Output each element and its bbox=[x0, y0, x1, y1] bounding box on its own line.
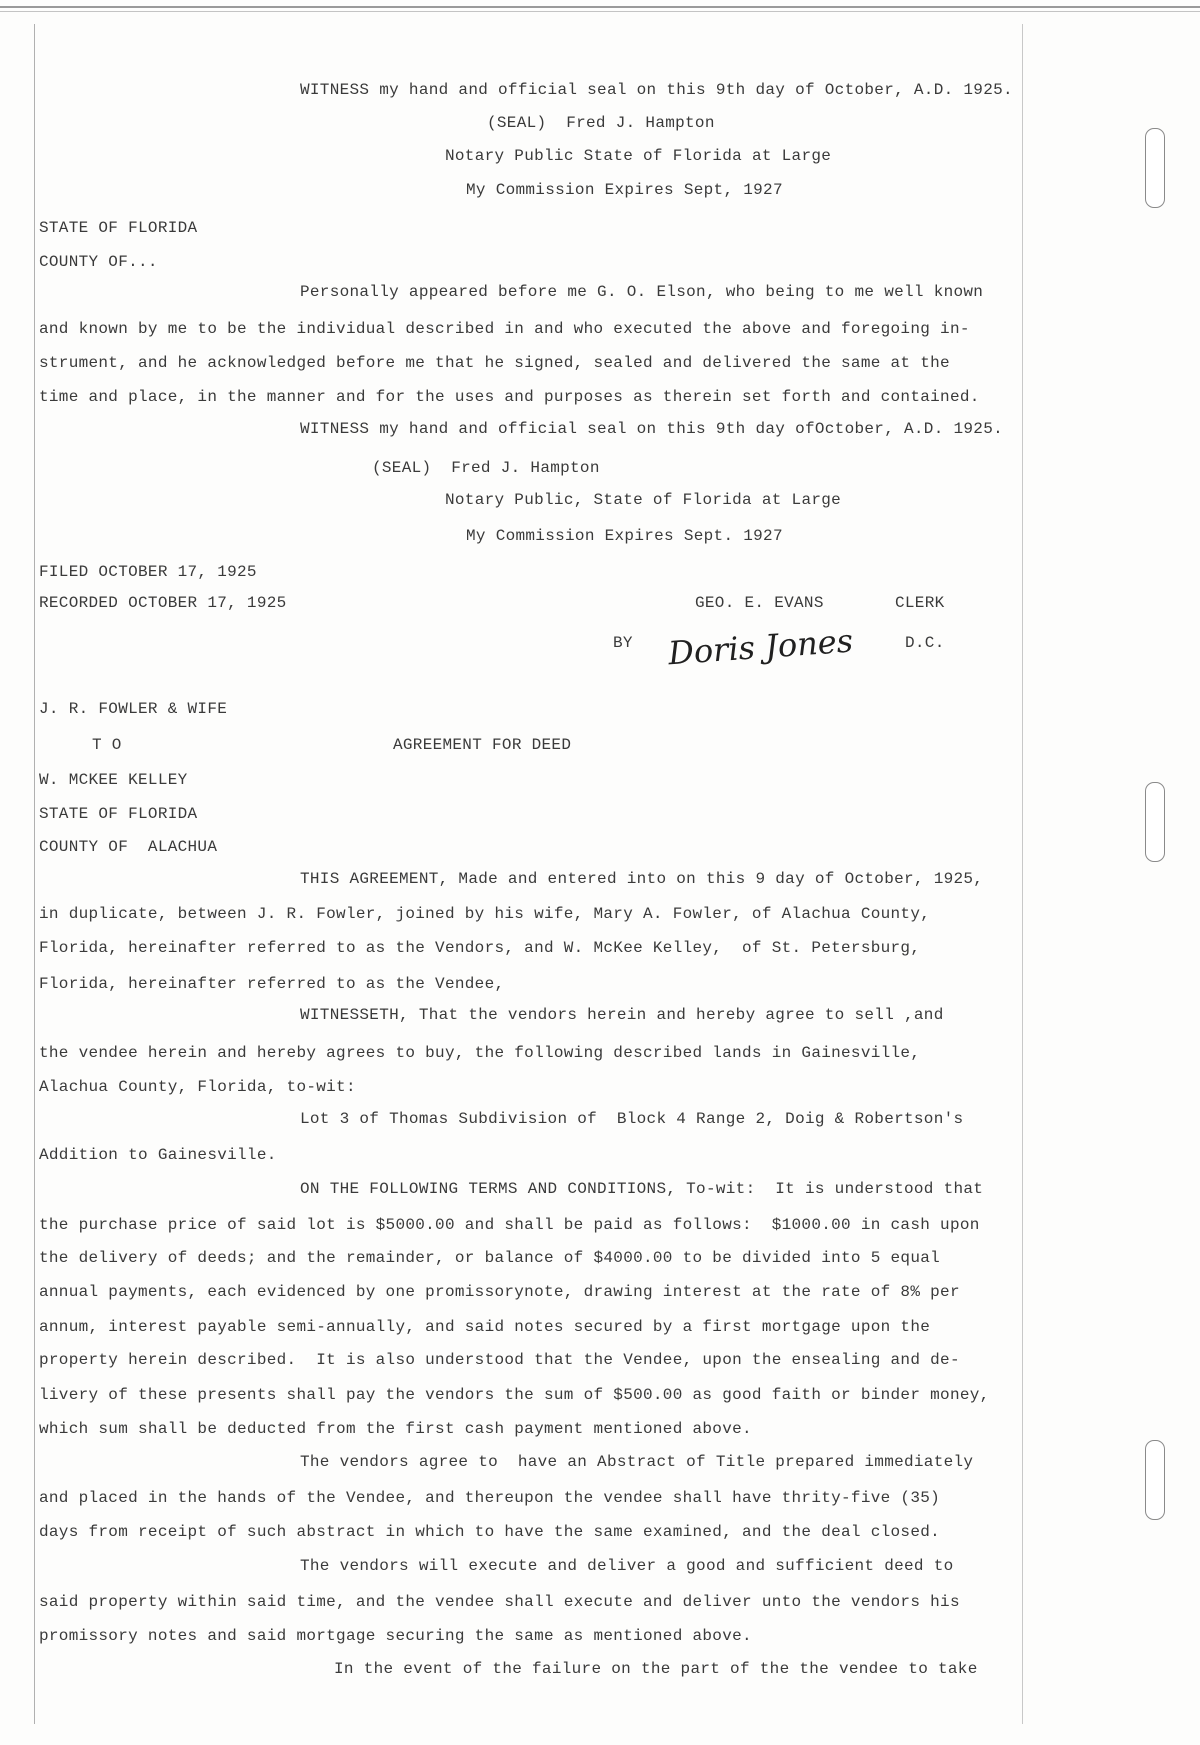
document-line: W. MCKEE KELLEY bbox=[39, 771, 188, 789]
document-line: annual payments, each evidenced by one promissorynote, drawing interest at the rate of 8% per bbox=[39, 1283, 960, 1301]
document-line: livery of these presents shall pay the vendors the sum of $500.00 as good faith or binder money, bbox=[39, 1386, 990, 1404]
document-line: WITNESS my hand and official seal on this 9th day ofOctober, A.D. 1925. bbox=[300, 420, 1004, 438]
document-line: Personally appeared before me G. O. Elson, who being to me well known bbox=[300, 283, 984, 301]
document-line: the vendee herein and hereby agrees to buy, the following described lands in Gainesville, bbox=[39, 1044, 921, 1062]
clerk-signature: Doris Jones bbox=[666, 621, 855, 673]
document-line: promissory notes and said mortgage securing the same as mentioned above. bbox=[39, 1627, 752, 1645]
binder-ring-top bbox=[1145, 128, 1165, 208]
document-line: which sum shall be deducted from the first cash payment mentioned above. bbox=[39, 1420, 752, 1438]
document-line: FILED OCTOBER 17, 1925 bbox=[39, 563, 257, 581]
document-line: time and place, in the manner and for the uses and purposes as therein set forth and contained. bbox=[39, 388, 980, 406]
document-line: WITNESSETH, That the vendors herein and hereby agree to sell ,and bbox=[300, 1006, 944, 1024]
document-line: My Commission Expires Sept. 1927 bbox=[466, 527, 783, 545]
document-line: COUNTY OF... bbox=[39, 253, 158, 271]
document-line: said property within said time, and the vendee shall execute and deliver unto the vendors his bbox=[39, 1593, 960, 1611]
document-line: annum, interest payable semi-annually, and said notes secured by a first mortgage upon the bbox=[39, 1318, 931, 1336]
document-line: CLERK bbox=[895, 594, 945, 612]
top-border-rule bbox=[0, 6, 1200, 8]
document-line: in duplicate, between J. R. Fowler, joined by his wife, Mary A. Fowler, of Alachua County, bbox=[39, 905, 931, 923]
document-line: WITNESS my hand and official seal on this 9th day of October, A.D. 1925. bbox=[300, 81, 1013, 99]
document-line: strument, and he acknowledged before me that he signed, sealed and delivered the same at the bbox=[39, 354, 950, 372]
document-line: STATE OF FLORIDA bbox=[39, 219, 198, 237]
document-line: The vendors will execute and deliver a good and sufficient deed to bbox=[300, 1557, 954, 1575]
document-line: Florida, hereinafter referred to as the Vendors, and W. McKee Kelley, of St. Petersburg, bbox=[39, 939, 921, 957]
document-line: (SEAL) Fred J. Hampton bbox=[372, 459, 600, 477]
document-line: the purchase price of said lot is $5000.00 and shall be paid as follows: $1000.00 in cash upon bbox=[39, 1216, 980, 1234]
right-margin-line bbox=[1022, 24, 1023, 1724]
document-line: RECORDED OCTOBER 17, 1925 bbox=[39, 594, 287, 612]
document-line: Addition to Gainesville. bbox=[39, 1146, 277, 1164]
document-line: AGREEMENT FOR DEED bbox=[393, 736, 572, 754]
document-line: and placed in the hands of the Vendee, and thereupon the vendee shall have thrity-five (35) bbox=[39, 1489, 941, 1507]
document-line: Florida, hereinafter referred to as the Vendee, bbox=[39, 975, 505, 993]
document-line: In the event of the failure on the part of the the vendee to take bbox=[334, 1660, 978, 1678]
document-line: the delivery of deeds; and the remainder, or balance of $4000.00 to be divided into 5 equal bbox=[39, 1249, 941, 1267]
document-line: D.C. bbox=[905, 634, 945, 652]
document-line: THIS AGREEMENT, Made and entered into on this 9 day of October, 1925, bbox=[300, 870, 984, 888]
document-line: days from receipt of such abstract in which to have the same examined, and the deal closed. bbox=[39, 1523, 941, 1541]
document-line: Notary Public State of Florida at Large bbox=[445, 147, 832, 165]
document-line: My Commission Expires Sept, 1927 bbox=[466, 181, 783, 199]
document-line: BY bbox=[613, 634, 633, 652]
document-line: T O bbox=[92, 736, 122, 754]
document-line: and known by me to be the individual described in and who executed the above and foregoing in- bbox=[39, 320, 970, 338]
document-line: STATE OF FLORIDA bbox=[39, 805, 198, 823]
binder-ring-bottom bbox=[1145, 1440, 1165, 1520]
document-line: Lot 3 of Thomas Subdivision of Block 4 Range 2, Doig & Robertson's bbox=[300, 1110, 964, 1128]
left-margin-line bbox=[34, 24, 35, 1724]
document-line: Notary Public, State of Florida at Large bbox=[445, 491, 842, 509]
document-line: property herein described. It is also understood that the Vendee, upon the ensealing and de- bbox=[39, 1351, 960, 1369]
document-line: J. R. FOWLER & WIFE bbox=[39, 700, 228, 718]
document-line: (SEAL) Fred J. Hampton bbox=[487, 114, 715, 132]
top-border-rule-secondary bbox=[0, 11, 1200, 12]
binder-ring-middle bbox=[1145, 782, 1165, 862]
document-line: COUNTY OF ALACHUA bbox=[39, 838, 218, 856]
document-line: Alachua County, Florida, to-wit: bbox=[39, 1078, 356, 1096]
document-line: GEO. E. EVANS bbox=[695, 594, 824, 612]
document-line: The vendors agree to have an Abstract of Title prepared immediately bbox=[300, 1453, 974, 1471]
document-line: ON THE FOLLOWING TERMS AND CONDITIONS, To-wit: It is understood that bbox=[300, 1180, 984, 1198]
